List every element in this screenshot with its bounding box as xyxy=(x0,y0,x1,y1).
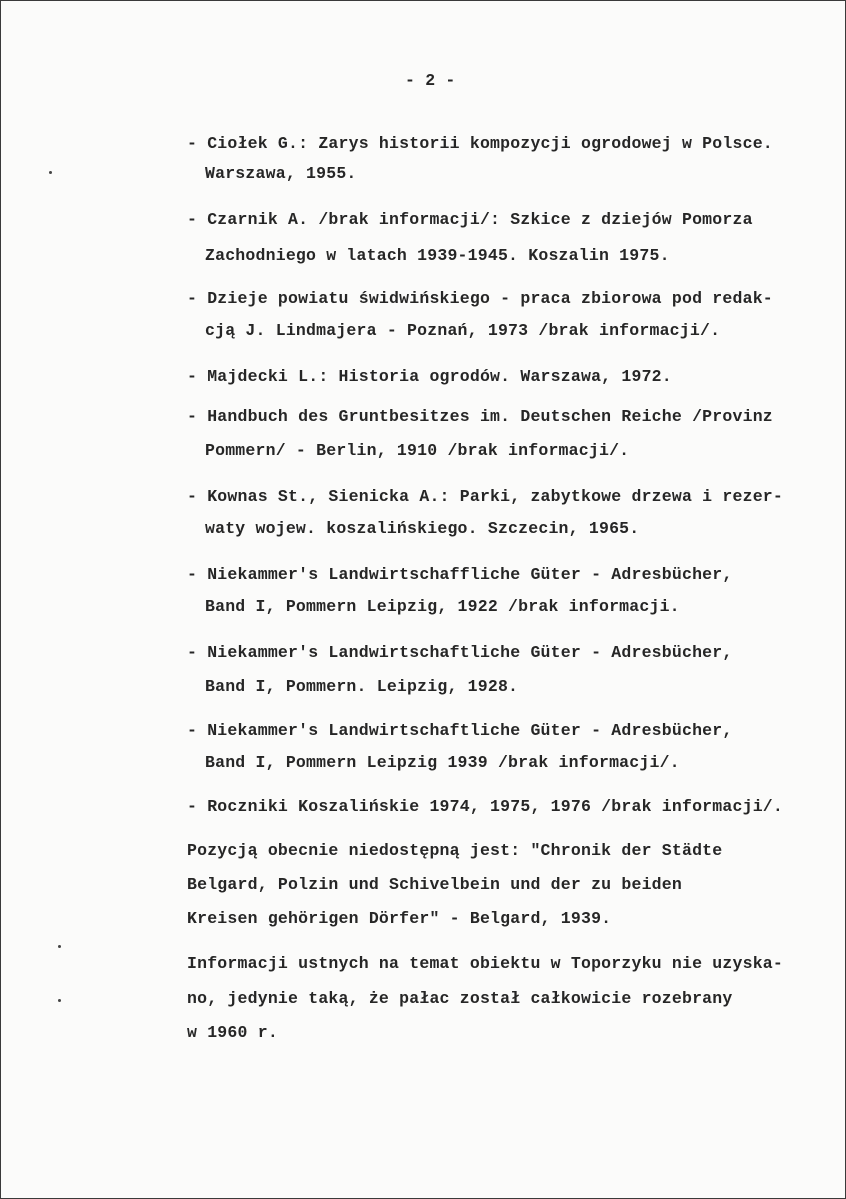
bibliography-entry-line: - Dzieje powiatu świdwińskiego - praca zbiorowa pod redak- xyxy=(187,289,773,308)
bibliography-entry-line: waty wojew. koszalińskiego. Szczecin, 1965. xyxy=(205,519,640,538)
unavailable-note-line: Pozycją obecnie niedostępną jest: "Chronik der Städte xyxy=(187,841,723,860)
bibliography-entry-line: - Kownas St., Sienicka A.: Parki, zabytkowe drzewa i rezer- xyxy=(187,487,783,506)
scan-speck xyxy=(58,999,61,1002)
unavailable-note-line: Belgard, Polzin und Schivelbein und der zu beiden xyxy=(187,875,682,894)
bibliography-entry-line: - Niekammer's Landwirtschaftliche Güter - Adresbücher, xyxy=(187,643,733,662)
bibliography-entry-line: - Majdecki L.: Historia ogrodów. Warszawa, 1972. xyxy=(187,367,672,386)
bibliography-entry-line: - Niekammer's Landwirtschaffliche Güter - Adresbücher, xyxy=(187,565,733,584)
bibliography-entry-line: - Ciołek G.: Zarys historii kompozycji ogrodowej w Polsce. xyxy=(187,134,773,153)
bibliography-entry-line: - Roczniki Koszalińskie 1974, 1975, 1976 /brak informacji/. xyxy=(187,797,783,816)
bibliography-entry-line: - Handbuch des Gruntbesitzes im. Deutschen Reiche /Provinz xyxy=(187,407,773,426)
oral-info-line: Informacji ustnych na temat obiektu w Toporzyku nie uzyska- xyxy=(187,954,783,973)
bibliography-entry-line: - Czarnik A. /brak informacji/: Szkice z dziejów Pomorza xyxy=(187,210,753,229)
bibliography-entry-line: - Niekammer's Landwirtschaftliche Güter - Adresbücher, xyxy=(187,721,733,740)
unavailable-note-line: Kreisen gehörigen Dörfer" - Belgard, 1939. xyxy=(187,909,612,928)
scan-speck xyxy=(49,171,52,174)
bibliography-entry-line: Band I, Pommern Leipzig 1939 /brak informacji/. xyxy=(205,753,680,772)
bibliography-entry-line: Band I, Pommern Leipzig, 1922 /brak informacji. xyxy=(205,597,680,616)
bibliography-entry-line: Pommern/ - Berlin, 1910 /brak informacji/. xyxy=(205,441,630,460)
oral-info-line: w 1960 r. xyxy=(187,1023,278,1042)
bibliography-entry-line: cją J. Lindmajera - Poznań, 1973 /brak informacji/. xyxy=(205,321,721,340)
scan-speck xyxy=(58,945,61,948)
page-number: - 2 - xyxy=(405,71,456,90)
oral-info-line: no, jedynie taką, że pałac został całkowicie rozebrany xyxy=(187,989,733,1008)
bibliography-entry-line: Band I, Pommern. Leipzig, 1928. xyxy=(205,677,519,696)
bibliography-entry-line: Zachodniego w latach 1939-1945. Koszalin 1975. xyxy=(205,246,670,265)
bibliography-entry-line: Warszawa, 1955. xyxy=(205,164,357,183)
